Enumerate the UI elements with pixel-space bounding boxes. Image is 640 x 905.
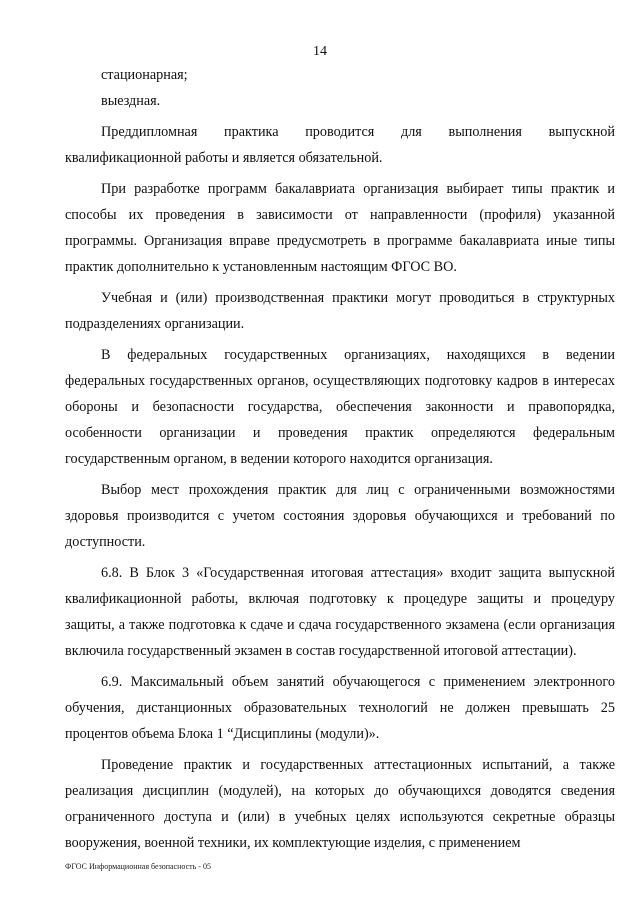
paragraph-prediploma-practice: Преддипломная практика проводится для выполнения выпускной квалификационной работы и является обязательной.: [65, 124, 615, 166]
list-item-stationary: стационарная;: [101, 67, 188, 83]
paragraph-section-6-8: 6.8. В Блок 3 «Государственная итоговая аттестация» входит защита выпускной квалификационной работы, включая подготовку к процедуре защиты и процедуру защиты, а также подготовка к сдаче и сдача государственного экзамена (если организация включила государственный экзамен в состав государственной итоговой аттестации).: [65, 565, 615, 659]
paragraph-section-6-9: 6.9. Максимальный объем занятий обучающегося с применением электронного обучения, дистанционных образовательных технологий не должен превышать 25 процентов объема Блока 1 “Дисциплины (модули)».: [65, 674, 615, 742]
paragraph-structural-units: Учебная и (или) производственная практики могут проводиться в структурных подразделениях организации.: [65, 290, 615, 332]
page-number: 14: [313, 44, 327, 59]
paragraph-disability-accessibility: Выбор мест прохождения практик для лиц с ограниченными возможностями здоровья производится с учетом состояния здоровья обучающихся и требований по доступности.: [65, 482, 615, 550]
paragraph-federal-organizations: В федеральных государственных организациях, находящихся в ведении федеральных государственных органов, осуществляющих подготовку кадров в интересах обороны и безопасности государства, обеспечения законности и правопорядка, особенности организации и проведения практик определяются федеральным государственным органом, в ведении которого находится организация.: [65, 347, 615, 467]
paragraph-practice-types: При разработке программ бакалавриата организация выбирает типы практик и способы их проведения в зависимости от направленности (профиля) указанной программы. Организация вправе предусмотреть в программе бакалавриата иные типы практик дополнительно к установленным настоящим ФГОС ВО.: [65, 181, 615, 275]
document-footer: ФГОС Информационная безопасность - 05: [65, 862, 211, 871]
document-body: [65, 62, 615, 856]
paragraph-classified-information: Проведение практик и государственных аттестационных испытаний, а также реализация дисциплин (модулей), на которых до обучающихся доводятся сведения ограниченного доступа и (или) в учебных целях используются секретные образцы вооружения, военной техники, их комплектующие изделия, с применением: [65, 757, 615, 851]
list-item-field: выездная.: [101, 93, 161, 109]
